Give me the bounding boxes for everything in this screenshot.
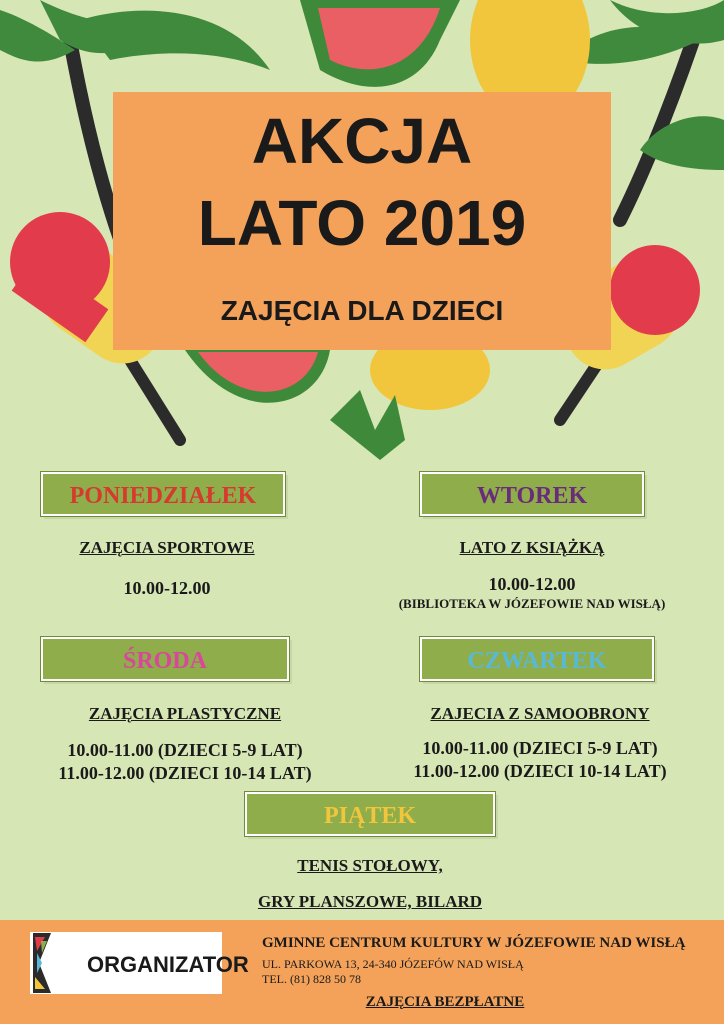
activity-friday-2: GRY PLANSZOWE, BILARD (257, 892, 483, 911)
activity-monday: ZAJĘCIA SPORTOWE (79, 538, 255, 557)
title-line-1: AKCJA (251, 105, 473, 177)
activity-friday-1: TENIS STOŁOWY, (297, 856, 443, 875)
watermelon-icon (300, 0, 460, 87)
organizer-address: UL. PARKOWA 13, 24-340 JÓZEFÓW NAD WISŁĄ (262, 957, 524, 971)
activity-wednesday: ZAJĘCIA PLASTYCZNE (88, 704, 282, 723)
note-tuesday: (BIBLIOTEKA W JÓZEFOWIE NAD WISŁĄ) (398, 596, 666, 611)
day-box-monday: PONIEDZIAŁEK (41, 472, 285, 516)
time-monday: 10.00-12.00 (123, 578, 211, 598)
time-thursday-1: 10.00-11.00 (DZIECI 5-9 LAT) (422, 738, 658, 758)
day-box-wednesday: ŚRODA (41, 637, 289, 681)
time-tuesday: 10.00-12.00 (488, 574, 576, 594)
activity-thursday: ZAJECIA Z SAMOOBRONY (430, 704, 650, 723)
day-box-thursday: CZWARTEK (420, 637, 654, 681)
organizer-name: GMINNE CENTRUM KULTURY W JÓZEFOWIE NAD WISŁĄ (262, 935, 686, 951)
organizer-label: ORGANIZATOR (87, 952, 249, 977)
day-box-friday: PIĄTEK (245, 792, 495, 836)
title-line-2: LATO 2019 (197, 187, 527, 259)
time-wednesday-1: 10.00-11.00 (DZIECI 5-9 LAT) (67, 740, 303, 760)
watermelon-icon (185, 350, 330, 403)
time-wednesday-2: 11.00-12.00 (DZIECI 10-14 LAT) (58, 763, 312, 783)
subtitle: ZAJĘCIA DLA DZIECI (220, 295, 504, 326)
title-panel (113, 92, 611, 350)
organizer-phone: TEL. (81) 828 50 78 (262, 972, 361, 986)
gck-logo-icon (33, 933, 53, 993)
time-thursday-2: 11.00-12.00 (DZIECI 10-14 LAT) (413, 761, 667, 781)
free-classes-note: ZAJĘCIA BEZPŁATNE (365, 994, 525, 1010)
activity-tuesday: LATO Z KSIĄŻKĄ (459, 538, 605, 557)
day-box-tuesday: WTOREK (420, 472, 644, 516)
